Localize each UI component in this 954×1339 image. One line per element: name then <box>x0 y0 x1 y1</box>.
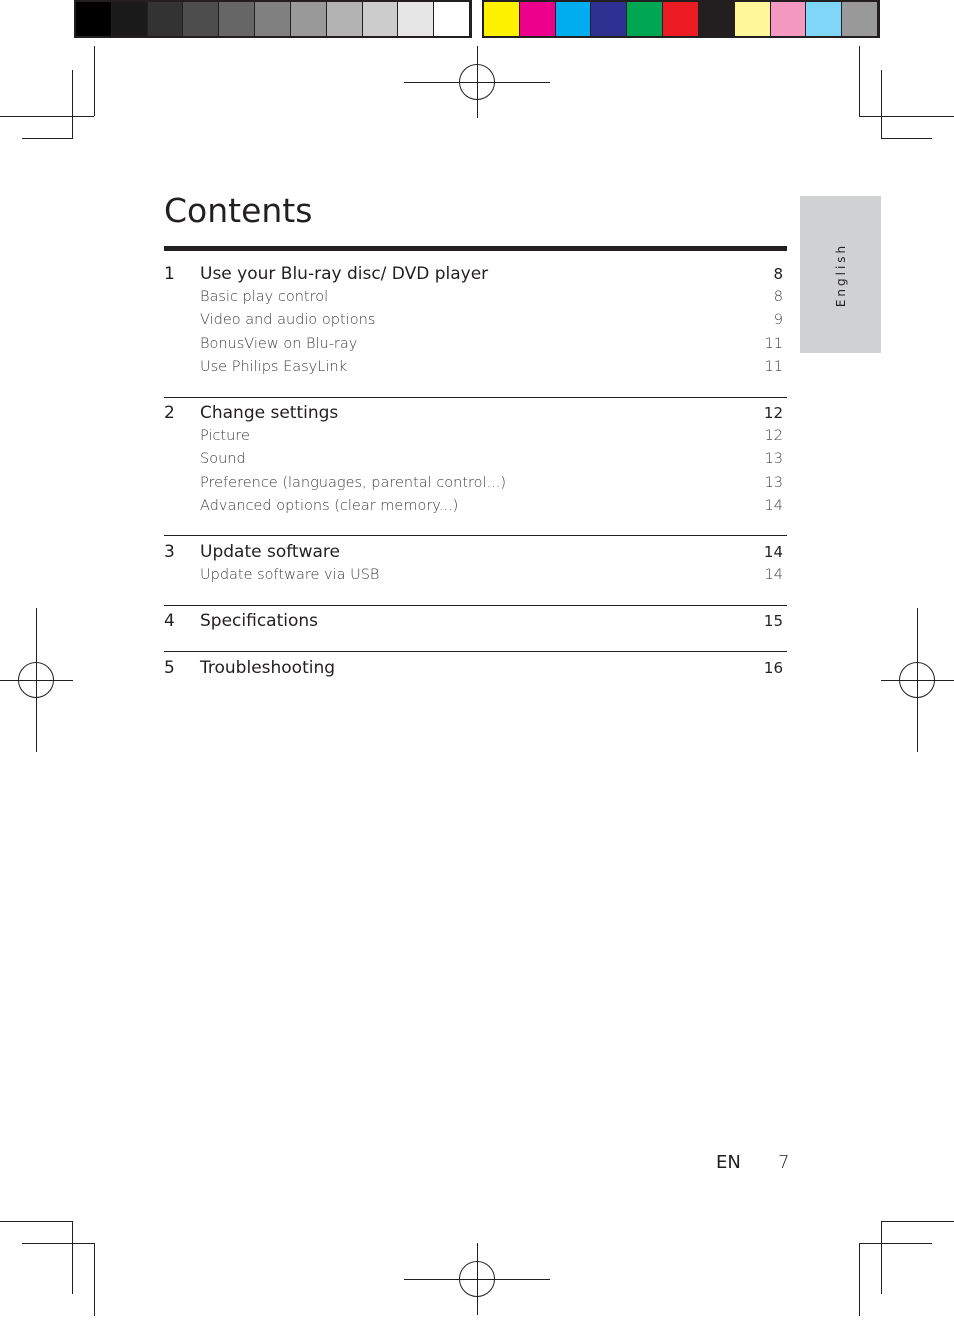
subitem-page-number: 12 <box>764 428 783 444</box>
color-swatch <box>806 2 842 36</box>
section-title: Specifications <box>200 611 319 631</box>
toc-section-4[interactable] <box>164 610 783 632</box>
language-tab <box>800 196 881 353</box>
subitem-label: Picture <box>200 428 250 444</box>
subitem-page-number: 11 <box>764 358 783 375</box>
subitem-page-number: 8 <box>773 289 783 305</box>
color-swatch <box>591 2 627 36</box>
section-title: Troubleshooting <box>200 658 336 678</box>
toc-subitem[interactable] <box>164 449 783 469</box>
section-divider <box>164 397 787 398</box>
color-swatch <box>183 2 219 36</box>
subitem-label: Use Philips EasyLink <box>200 358 347 375</box>
subitem-page-number: 13 <box>764 451 783 468</box>
color-swatch <box>255 2 291 36</box>
toc-section-5[interactable] <box>164 657 783 679</box>
page-title: Contents <box>164 191 313 230</box>
section-divider <box>164 651 787 652</box>
subitem-label: Advanced options (clear memory...) <box>200 497 459 514</box>
section-number: 2 <box>164 403 175 423</box>
section-title: Change settings <box>200 403 339 423</box>
toc-subitem[interactable] <box>164 473 783 493</box>
color-calibration-bar <box>482 0 880 38</box>
subitem-label: Update software via USB <box>200 567 380 583</box>
toc-subitem[interactable] <box>164 565 783 585</box>
color-swatch <box>556 2 592 36</box>
toc-section-1[interactable] <box>164 263 783 285</box>
color-swatch <box>327 2 363 36</box>
section-title: Use your Blu-ray disc/ DVD player <box>200 264 489 284</box>
section-page-number: 8 <box>773 265 783 283</box>
color-swatch <box>663 2 699 36</box>
color-swatch <box>219 2 255 36</box>
footer-page-number: 7 <box>778 1152 790 1173</box>
section-page-number: 15 <box>763 612 783 630</box>
grayscale-calibration-bar <box>74 0 472 38</box>
color-swatch <box>434 2 470 36</box>
subitem-label: Basic play control <box>200 289 329 305</box>
subitem-page-number: 14 <box>764 497 783 514</box>
section-page-number: 12 <box>763 404 783 422</box>
color-swatch <box>735 2 771 36</box>
color-swatch <box>76 2 112 36</box>
title-rule <box>164 246 787 251</box>
color-swatch <box>484 2 520 36</box>
color-swatch <box>112 2 148 36</box>
subitem-page-number: 14 <box>764 567 783 583</box>
subitem-label: Preference (languages, parental control...) <box>200 474 507 491</box>
toc-subitem[interactable] <box>164 287 783 307</box>
toc-subitem[interactable] <box>164 357 783 377</box>
color-swatch <box>148 2 184 36</box>
subitem-page-number: 13 <box>764 474 783 491</box>
subitem-page-number: 9 <box>773 312 783 329</box>
color-swatch <box>699 2 735 36</box>
section-number: 1 <box>164 264 175 284</box>
subitem-label: Video and audio options <box>200 312 376 329</box>
color-swatch <box>842 2 878 36</box>
color-swatch <box>627 2 663 36</box>
language-tab-label: English <box>833 242 848 307</box>
section-divider <box>164 605 787 606</box>
toc-section-3[interactable] <box>164 541 783 563</box>
section-number: 3 <box>164 542 175 562</box>
toc-section-2[interactable] <box>164 402 783 424</box>
subitem-page-number: 11 <box>764 335 783 352</box>
color-swatch <box>363 2 399 36</box>
subitem-label: Sound <box>200 451 246 468</box>
section-number: 5 <box>164 658 175 678</box>
toc-subitem[interactable] <box>164 496 783 516</box>
section-title: Update software <box>200 542 340 562</box>
section-number: 4 <box>164 611 175 631</box>
color-swatch <box>771 2 807 36</box>
toc-subitem[interactable] <box>164 334 783 354</box>
toc-subitem[interactable] <box>164 310 783 330</box>
footer-language-code: EN <box>716 1152 741 1173</box>
toc-subitem[interactable] <box>164 426 783 446</box>
subitem-label: BonusView on Blu-ray <box>200 335 358 352</box>
color-swatch <box>291 2 327 36</box>
section-page-number: 14 <box>763 543 783 561</box>
color-swatch <box>398 2 434 36</box>
color-swatch <box>520 2 556 36</box>
section-divider <box>164 535 787 536</box>
section-page-number: 16 <box>763 659 783 677</box>
